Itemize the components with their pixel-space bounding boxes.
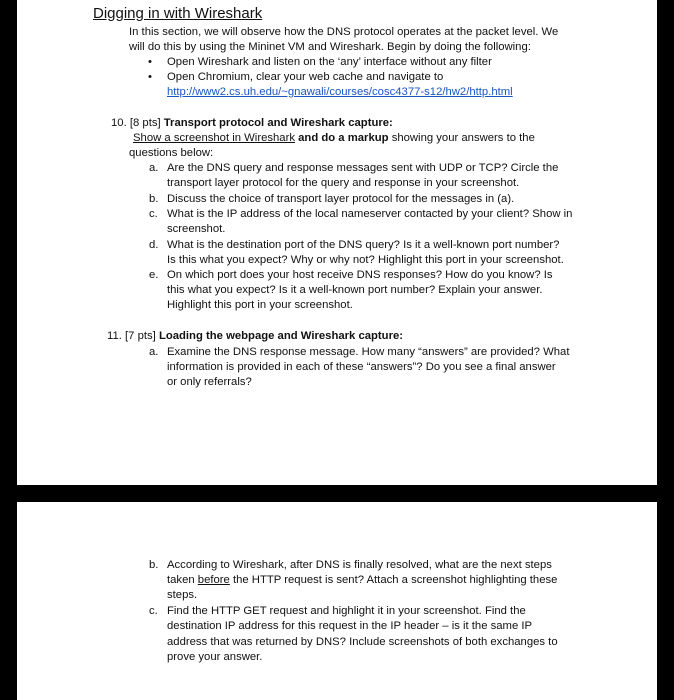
q10-instructions-line2: questions below:	[129, 147, 214, 159]
q11-item-text: According to Wireshark, after DNS is finally resolved, what are the next steps	[167, 559, 552, 571]
q11-item-text: address that was returned by DNS? Include screenshots of both exchanges to	[167, 636, 558, 648]
q10-item-text: transport layer protocol for the query and response in your screenshot.	[167, 177, 520, 189]
q10-title: Transport protocol and Wireshark capture:	[163, 117, 393, 129]
q10-heading	[111, 116, 393, 131]
q10-item-text: screenshot.	[167, 223, 226, 235]
q10-item-label: d.	[149, 239, 159, 251]
q11-item-text: destination IP address for this request in the IP header – is it the same IP	[167, 620, 533, 632]
q10-instr-bold: and do a markup	[298, 132, 389, 144]
q11-item-label: b.	[149, 559, 159, 571]
q10-instr-underlined: Show a screenshot in Wireshark	[133, 132, 295, 144]
intro-line: will do this by using the Mininet VM and Wireshark. Begin by doing the following:	[129, 41, 531, 53]
q10-item-text: this what you expect? Is it a well-known port number? Explain your answer.	[167, 284, 543, 296]
q10-item-label: a.	[149, 162, 159, 174]
bullet-item: Open Wireshark and listen on the ‘any’ interface without any filter	[167, 56, 492, 68]
document-page-2	[17, 502, 657, 700]
q11-item-text	[167, 573, 557, 588]
q11-item-label: a.	[149, 346, 159, 358]
q10-item-text: Is this what you expect? Why or why not? Highlight this port in your screenshot.	[167, 254, 564, 266]
q10-item-label: b.	[149, 193, 159, 205]
q10-instructions	[133, 131, 535, 146]
q11-item-text: Find the HTTP GET request and highlight it in your screenshot. Find the	[167, 605, 526, 617]
q11-b-text-pre: taken	[167, 574, 195, 586]
q11-b-text-post: the HTTP request is sent? Attach a screenshot highlighting these	[232, 574, 558, 586]
q11-heading	[107, 329, 403, 344]
q11-item-text: information is provided in each of these “answers”? Do you see a final answer	[167, 361, 556, 373]
intro-line: In this section, we will observe how the DNS protocol operates at the packet level. We	[129, 26, 559, 38]
bullet-item: Open Chromium, clear your web cache and navigate to	[167, 71, 444, 83]
q11-item-text: prove your answer.	[167, 651, 263, 663]
homework-link[interactable]: http://www2.cs.uh.edu/~gnawali/courses/cosc4377-s12/hw2/http.html	[167, 86, 513, 98]
q10-item-label: e.	[149, 269, 159, 281]
section-title: Digging in with Wireshark	[93, 5, 263, 22]
q11-item-label: c.	[149, 605, 158, 617]
bullet-dot: •	[148, 71, 152, 83]
q10-instr-rest: showing your answers to the	[391, 132, 535, 144]
q11-b-text-underlined: before	[197, 574, 230, 586]
q10-item-text: On which port does your host receive DNS responses? How do you know? Is	[167, 269, 553, 281]
bullet-dot: •	[148, 56, 152, 68]
q11-points: [7 pts]	[125, 330, 156, 342]
q10-item-text: What is the destination port of the DNS query? Is it a well-known port number?	[167, 239, 560, 251]
document-page-1	[17, 0, 657, 485]
q10-points: [8 pts]	[129, 117, 161, 129]
q11-item-text: steps.	[167, 589, 198, 601]
q11-item-text: Examine the DNS response message. How many “answers” are provided? What	[167, 346, 570, 358]
q11-number: 11.	[107, 330, 122, 342]
q11-item-text: or only referrals?	[167, 376, 252, 388]
q10-number: 10.	[111, 117, 127, 129]
q10-item-text: Highlight this port in your screenshot.	[167, 299, 353, 311]
q11-title: Loading the webpage and Wireshark capture:	[158, 330, 404, 342]
q10-item-text: Discuss the choice of transport layer protocol for the messages in (a).	[167, 193, 515, 205]
q10-item-text: What is the IP address of the local nameserver contacted by your client? Show in	[167, 208, 573, 220]
q10-item-label: c.	[149, 208, 158, 220]
q10-item-text: Are the DNS query and response messages sent with UDP or TCP? Circle the	[167, 162, 559, 174]
